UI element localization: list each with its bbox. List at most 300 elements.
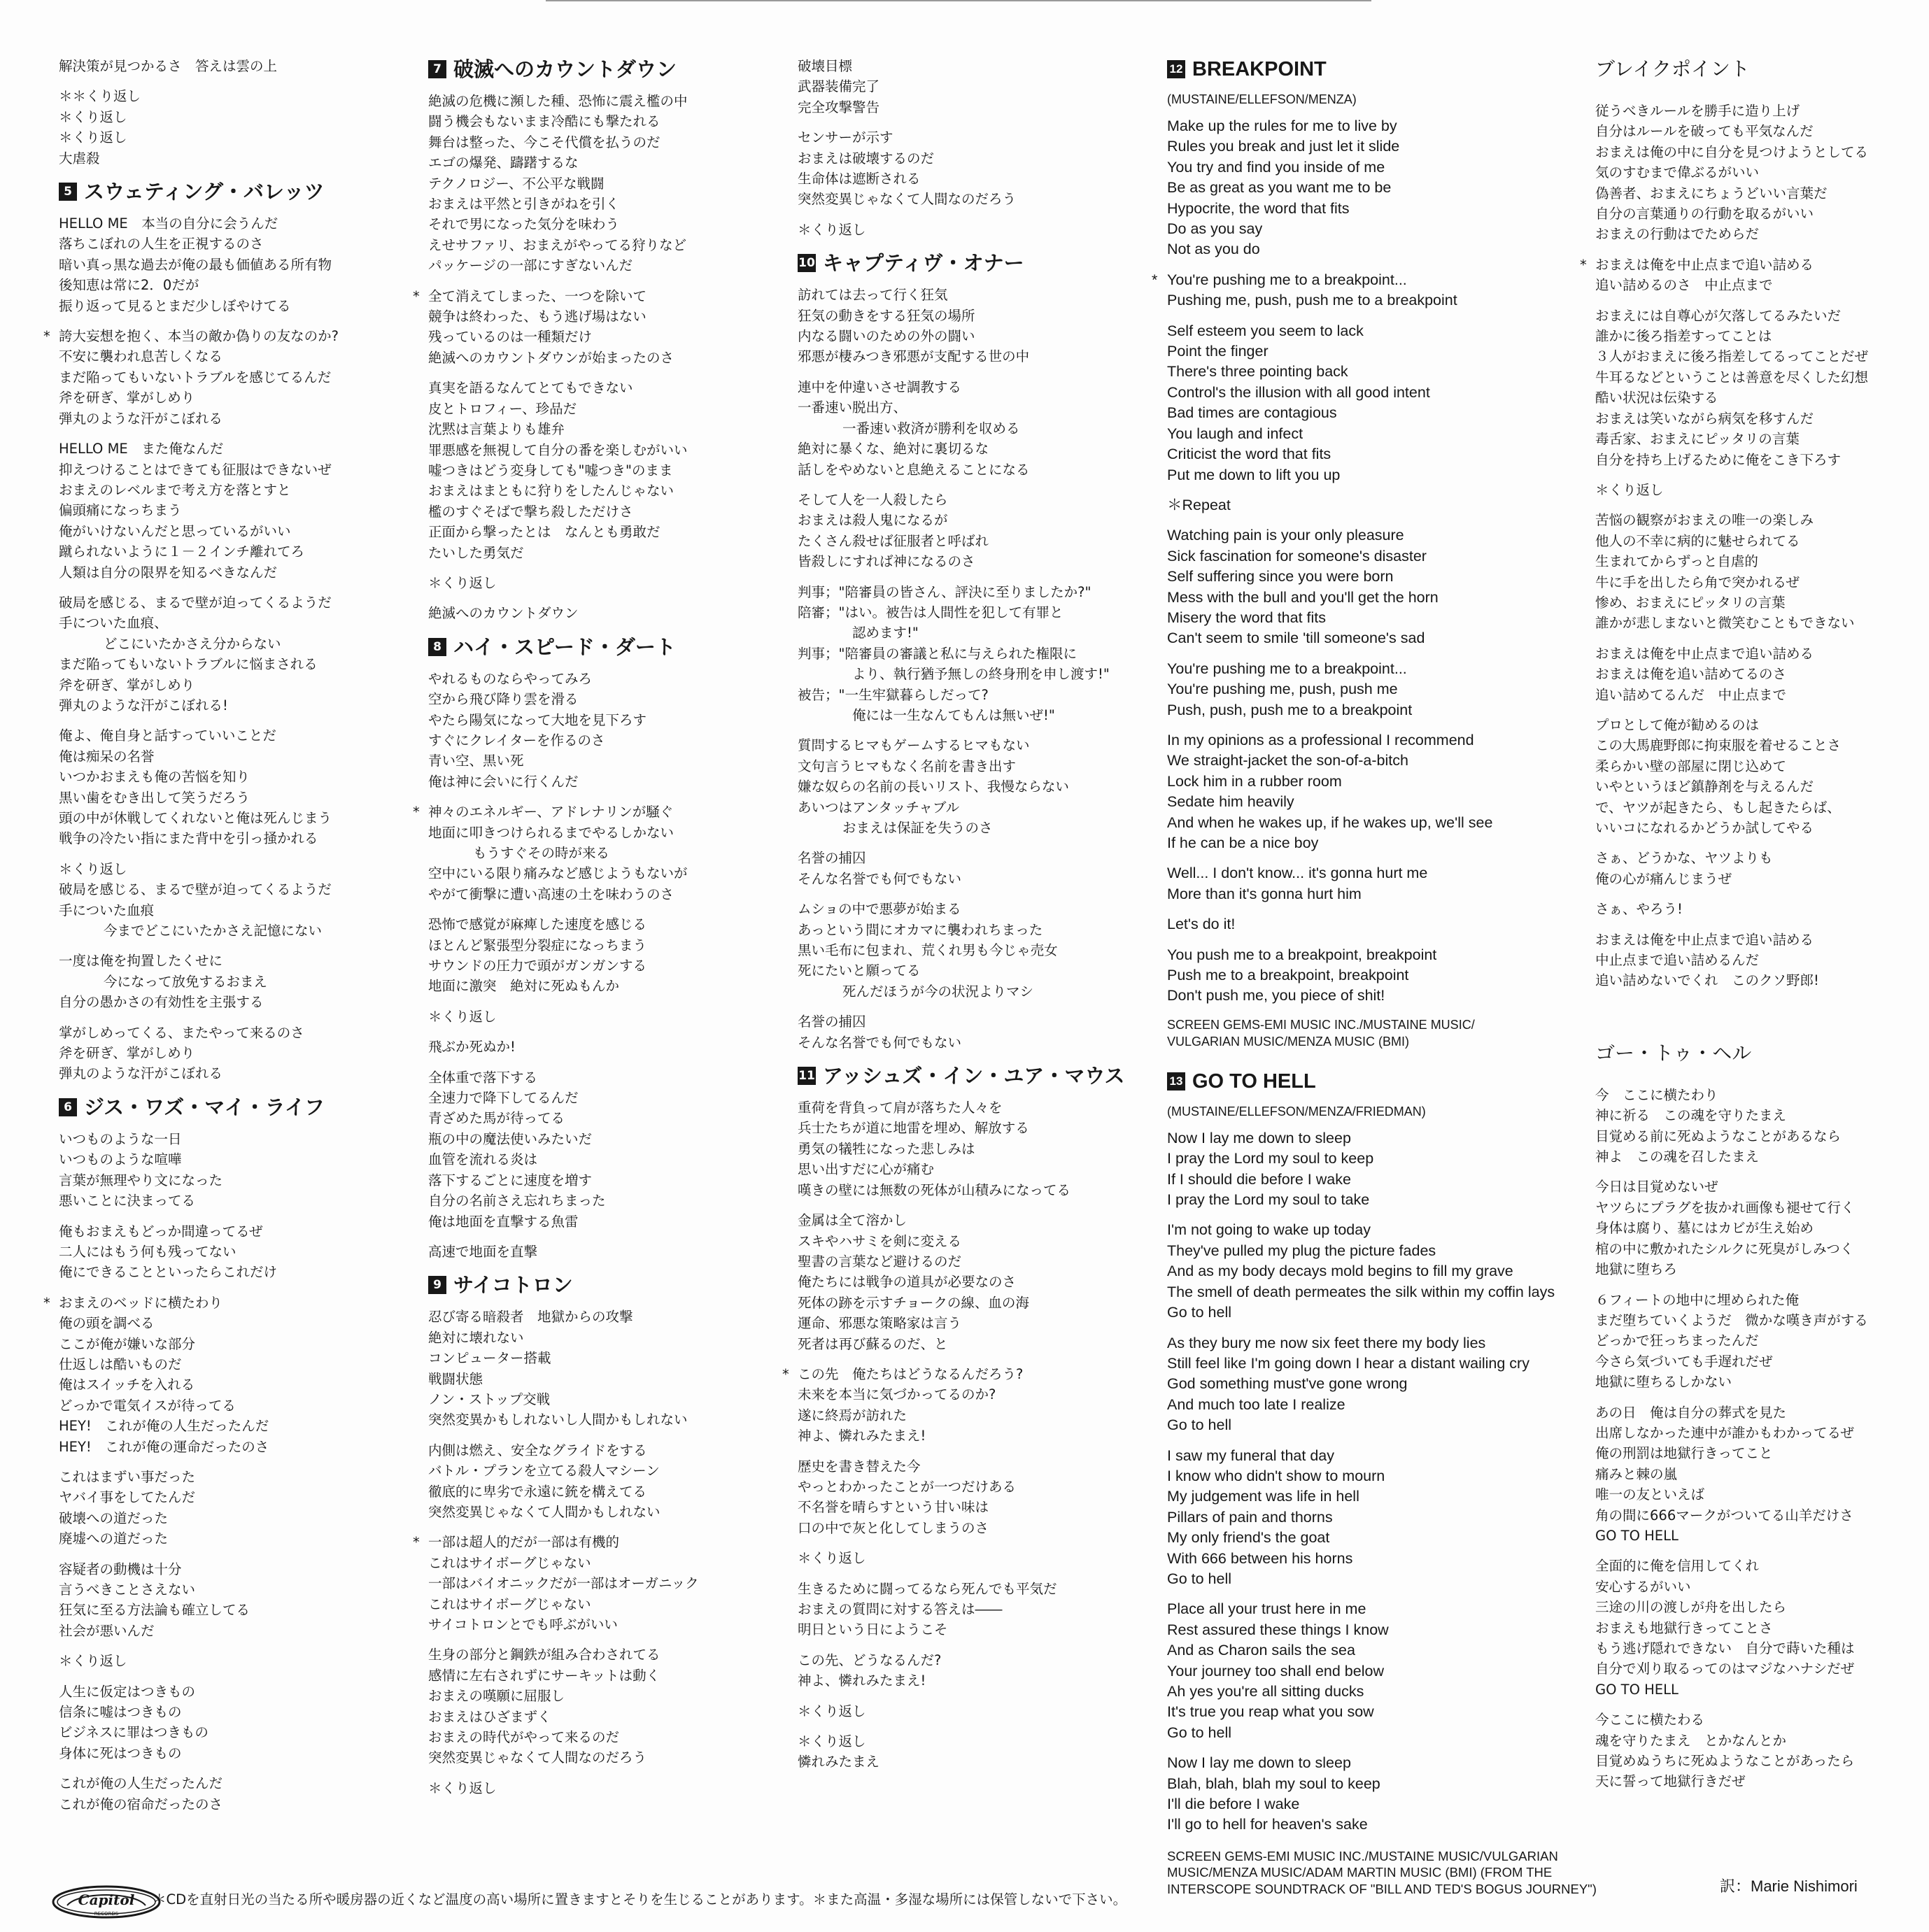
lyric-line: In my opinions as a professional I recommend — [1167, 731, 1474, 748]
lyric-line: 手についた血痕、 — [59, 615, 168, 632]
track-number: 8 — [428, 638, 446, 656]
lyric-line: 恐怖で感覚が麻痺した速度を感じる — [428, 916, 647, 933]
lyric-line: Push, push, push me to a breakpoint — [1167, 701, 1413, 718]
lyric-line: おまえは俺を中止点まで追い詰める — [1595, 931, 1814, 948]
lyric-line: 毒舌家、おまえにピッタリの言葉 — [1595, 431, 1800, 448]
lyric-line: 今までどこにいたかさえ記憶にない — [104, 923, 323, 939]
lyric-line: いつかおまえも俺の苦悩を知り — [59, 769, 250, 786]
lyric-line: 勇気の犠牲になった悲しみは — [798, 1140, 975, 1157]
lyric-line: Pillars of pain and thorns — [1167, 1508, 1333, 1526]
lyric-line: Pushing me, push, push me to a breakpoint — [1167, 292, 1457, 309]
stanza-gap — [59, 1084, 409, 1094]
stanza-gap — [428, 1768, 778, 1778]
lyric-line: * 一部は超人的だが一部は有機的 — [428, 1532, 778, 1552]
lyric-line: Go to hell — [1167, 1724, 1232, 1741]
lyric-line: 不安に襲われ息苦しくなる — [59, 348, 223, 365]
lyric-line: いやというほど鎮静剤を与えるんだ — [1595, 779, 1814, 795]
lyric-line: 真実を語るなんてとてもできない — [428, 380, 633, 397]
lyric-line: Control's the illusion with all good intent — [1167, 383, 1430, 401]
lyric-line: ＊Repeat — [1167, 496, 1231, 513]
song-title — [798, 1064, 1147, 1088]
lyric-line: やれるものならやってみろ — [428, 670, 593, 687]
lyric-line: Place all your trust here in me — [1167, 1600, 1366, 1618]
lyric-line: ＊くり返し — [59, 1653, 127, 1670]
lyric-line: 天に誓って地獄行きだぜ — [1595, 1773, 1746, 1790]
lyric-line: 破局を感じる、まるで壁が迫ってくるようだ — [59, 594, 332, 611]
lyric-line: 話しをやめないと息絶えることになる — [798, 461, 1030, 478]
lyric-line: 沈黙は言葉よりも雄弁 — [428, 421, 565, 438]
lyric-line: いつものような一日 — [59, 1130, 182, 1147]
lyric-line: Make up the rules for me to live by — [1167, 118, 1397, 134]
lyric-line: * おまえのベッドに横たわり — [59, 1293, 409, 1313]
lyric-line: 運命、邪悪な策略家は言う — [798, 1315, 962, 1332]
lyric-line: ムショの中で悪夢が始まる — [798, 901, 961, 918]
lyric-line: 人類は自分の限界を知るべきなんだ — [59, 564, 278, 581]
lyric-line: おまえの嘆願に屈服し — [428, 1688, 565, 1705]
lyric-line: ほとんど緊張型分裂症になっちまう — [428, 937, 647, 953]
lyric-line: この先、どうなるんだ? — [798, 1652, 942, 1668]
lyric-line: HELLO ME 本当の自分に会うんだ — [59, 215, 278, 232]
lyric-line: 柔らかい壁の部屋に閉じ込めて — [1595, 758, 1787, 774]
lyric-line: 今 ここに横たわり — [1595, 1086, 1718, 1103]
column-1 — [43, 56, 409, 1814]
lyric-line: 自分の名前さえ忘れちまった — [428, 1193, 606, 1209]
lyric-line: 斧を研ぎ、掌がしめり — [59, 390, 195, 406]
lyric-line: ＊くり返し — [1595, 481, 1664, 498]
stanza-gap — [798, 118, 1147, 127]
lyric-line: You're pushing me to a breakpoint... — [1167, 660, 1407, 677]
lyric-line: 安心するがいい — [1595, 1578, 1691, 1595]
lyric-line: ＊くり返し — [59, 860, 127, 877]
stanza-gap — [428, 792, 778, 802]
lyric-line: おまえは俺の中に自分を見つけようとしてる — [1595, 143, 1869, 160]
stanza-gap — [59, 583, 409, 592]
lyric-line: ＊＊くり返し — [59, 88, 141, 105]
lyric-line: 自分はルールを破っても平気なんだ — [1595, 123, 1814, 140]
song-title — [1167, 57, 1559, 81]
lyric-line: 戦闘状態 — [428, 1370, 483, 1387]
stanza-gap — [798, 1640, 1147, 1650]
stanza-gap — [1595, 1393, 1917, 1402]
lyric-line: God something must've gone wrong — [1167, 1375, 1408, 1393]
lyric-line: あの日 俺は自分の葬式を見た — [1595, 1404, 1787, 1421]
lyric-line: Still feel like I'm going down I hear a distant wailing cry — [1167, 1354, 1529, 1372]
lyric-line: 黒い毛布に包まれ、荒くれ男も今じゃ売女 — [798, 942, 1058, 959]
lyric-line: 抑えつけることはできても征服はできないぜ — [59, 461, 332, 478]
stanza-gap — [1595, 1011, 1917, 1021]
stanza-gap — [1595, 500, 1917, 510]
lyric-line: As they bury me now six feet there my body lies — [1167, 1334, 1486, 1351]
lyric-line: Lock him in a rubber room — [1167, 772, 1342, 790]
lyric-line: やたら陽気になって大地を見下ろす — [428, 711, 647, 728]
stanza-gap — [428, 997, 778, 1007]
lyric-line: 目覚める前に死ぬようなことがあるなら — [1595, 1128, 1842, 1144]
lyric-line: Go to hell — [1167, 1570, 1232, 1587]
stanza-gap — [59, 1457, 409, 1467]
capitol-logo-subtext: RECORDS — [94, 1911, 119, 1917]
lyric-line: 名誉の捕囚 — [798, 850, 866, 867]
lyric-line: バトル・プランを立てる殺人マシーン — [428, 1463, 660, 1479]
stanza-gap — [59, 1013, 409, 1023]
lyric-line: 後知恵は常に2．0だが — [59, 277, 199, 294]
stanza-gap — [1167, 649, 1559, 659]
lyric-line: えせサファリ、おまえがやってる狩りなど — [428, 236, 687, 253]
stanza-gap — [1595, 838, 1917, 848]
lyric-line: 嫌な奴らの名前の長いリスト、我慢ならない — [798, 779, 1069, 795]
lyric-line: 口の中で灰と化してしまうのさ — [798, 1519, 989, 1536]
chorus-marker: * — [413, 1534, 420, 1551]
stanza-gap — [428, 624, 778, 634]
lyric-line: 絶滅へのカウントダウンが始まったのさ — [428, 349, 674, 366]
chorus-marker: * — [43, 1294, 50, 1311]
lyric-line: さぁ、やろう! — [1595, 901, 1683, 918]
lyric-line: 俺には一生なんてもんは無いぜ!" — [798, 706, 1055, 723]
lyric-line: いつものような喧嘩 — [59, 1151, 182, 1168]
lyric-line: おまえの行動はでためらだ — [1595, 226, 1760, 243]
lyric-line: 血管を流れる炎は — [428, 1151, 538, 1168]
lyric-line: 中止点まで追い詰めるんだ — [1595, 952, 1760, 969]
stanza-gap — [1595, 91, 1917, 101]
stanza-gap — [59, 1283, 409, 1293]
stanza-gap — [59, 169, 409, 178]
lyric-line: 落ちこぼれの人生を正視するのさ — [59, 236, 264, 253]
lyric-line: Rules you break and just let it slide — [1167, 138, 1400, 155]
chorus-marker: * — [1152, 271, 1158, 288]
lyric-line: コンピューター搭載 — [428, 1350, 551, 1367]
translator-credit: 訳：Marie Nishimori — [1720, 1877, 1858, 1895]
stanza-gap — [1595, 1280, 1917, 1290]
lyric-line: 生身の部分と鋼鉄が組み合わされてる — [428, 1647, 660, 1663]
lyric-line: 憐れみたまえ — [798, 1754, 880, 1770]
lyric-line: 身体に死はつきもの — [59, 1745, 182, 1761]
lyric-line: 痛みと棘の嵐 — [1595, 1465, 1678, 1482]
stanza-gap — [1595, 245, 1917, 255]
column-3 — [782, 56, 1147, 1773]
lyric-line: 今になって放免するおまえ — [104, 973, 268, 990]
lyric-line: 全体重で落下する — [428, 1069, 538, 1086]
stanza-gap — [428, 593, 778, 603]
publisher-credit: SCREEN GEMS-EMI MUSIC INC./MUSTAINE MUSIC/VULGARIAN MUSIC/MENZA MUSIC/ADAM MARTIN MUSIC (BMI) (FROM THE INTERSCOPE SOUNDTRACK OF "BILL AND TED'S BOGUS JOURNEY") — [1167, 1848, 1597, 1896]
track-number: 13 — [1167, 1072, 1185, 1091]
stanza-gap — [428, 1262, 778, 1272]
stanza-gap — [1595, 1075, 1917, 1085]
lyric-line: まだ陥ってもいないトラブルに悩まされる — [59, 656, 318, 673]
lyric-line: 斧を研ぎ、掌がしめり — [59, 1045, 195, 1062]
lyric-line: You push me to a breakpoint, breakpoint — [1167, 946, 1437, 963]
lyric-line: たいした勇気だ — [428, 544, 524, 561]
lyric-line: 被告；"一生牢獄暮らしだって? — [798, 686, 989, 703]
lyric-line: スキやハサミを剣に変える — [798, 1233, 962, 1249]
lyric-line: 誰かが悲しまないと微笑むこともできない — [1595, 615, 1855, 632]
lyric-line: より、執行猶予無しの終身刑を申し渡す!" — [798, 666, 1110, 683]
stanza-gap — [798, 1053, 1147, 1063]
lyric-line: 俺の頭を調べる — [59, 1315, 155, 1332]
lyric-line: 暗い真っ黒な過去が俺の最も価値ある所有物 — [59, 256, 332, 273]
track-number: 11 — [798, 1067, 816, 1085]
songwriter-credit: (MUSTAINE/ELLEFSON/MENZA) — [1167, 92, 1357, 106]
stanza-gap — [59, 1672, 409, 1682]
lyric-line: これが俺の宿命だったのさ — [59, 1796, 223, 1812]
lyric-line: もうすぐその時が来る — [473, 845, 610, 861]
lyric-line: ＊くり返し — [428, 1780, 497, 1796]
song-title-text: アッシュズ・イン・ユア・マウス — [823, 1064, 1125, 1088]
lyric-line: 今さら気づいても手遅れだぜ — [1595, 1353, 1773, 1370]
stanza-gap — [798, 1691, 1147, 1701]
lyric-line: おまえは俺を追い詰めてるのさ — [1595, 666, 1787, 683]
lyric-line: If he can be a nice boy — [1167, 834, 1319, 851]
lyric-line: 遂に終焉が訪れた — [798, 1407, 907, 1423]
lyric-line: まだ陥ってもいないトラブルを感じてるんだ — [59, 369, 332, 385]
lyric-line: 青ざめた馬が待ってる — [428, 1110, 565, 1127]
lyric-line: I know who didn't show to mourn — [1167, 1467, 1385, 1484]
lyric-line: Ah yes you're all sitting ducks — [1167, 1683, 1364, 1700]
lyric-line: 皮とトロフィー、珍品だ — [428, 400, 577, 417]
stanza-gap — [798, 1354, 1147, 1364]
stanza-gap — [1167, 1058, 1559, 1068]
lyric-line: 兵士たちが道に地雷を埋め、解放する — [798, 1120, 1029, 1137]
lyric-line: 連中を仲違いさせ調教する — [798, 378, 962, 395]
lyric-line: Hypocrite, the word that fits — [1167, 199, 1350, 217]
lyric-line: 一部はバイオニックだが一部はオーガニック — [428, 1575, 699, 1592]
chorus-marker: * — [782, 1365, 789, 1382]
stanza-gap — [428, 1058, 778, 1067]
song-title — [59, 180, 409, 204]
stanza-gap — [1167, 1210, 1559, 1220]
lyric-line: It's true you reap what you sow — [1167, 1703, 1374, 1721]
lyric-line: 破壊目標 — [798, 58, 853, 74]
stanza-gap — [428, 368, 778, 378]
song-title — [59, 1095, 409, 1119]
lyric-line: ビジネスに罪はつきもの — [59, 1724, 209, 1741]
stanza-gap — [1167, 516, 1559, 525]
lyric-line: I'll go to hell for heaven's sake — [1167, 1816, 1368, 1833]
lyric-line: 突然変異じゃなくて人間なのだろう — [428, 1749, 647, 1766]
lyric-line: 破壊への道だった — [59, 1510, 169, 1526]
lyric-line: Be as great as you want me to be — [1167, 179, 1392, 197]
lyric-line: 俺がいけないんだと思っているがいい — [59, 523, 291, 539]
lyric-line: ノン・ストップ交戦 — [428, 1391, 551, 1407]
lyric-line: 他人の不幸に病的に魅せられてる — [1595, 532, 1800, 549]
lyric-line: 邪悪が棲みつき邪悪が支配する世の中 — [798, 348, 1030, 365]
lyric-line: With 666 between his horns — [1167, 1549, 1353, 1567]
lyric-line: おまえは笑いながら病気を移すんだ — [1595, 410, 1814, 427]
lyric-line: 質問するヒマもゲームするヒマもない — [798, 737, 1030, 754]
song-title-text: ジス・ワズ・マイ・ライフ — [84, 1095, 325, 1119]
lyric-line: Self esteem you seem to lack — [1167, 322, 1364, 339]
lyric-line: 狂気に至る方法論も確立してる — [59, 1602, 250, 1619]
lyric-line: 俺はスイッチを入れる — [59, 1377, 195, 1393]
lyric-line: 悪いことに決まってる — [59, 1193, 196, 1209]
stanza-gap — [798, 1200, 1147, 1210]
lyric-line: 突然変異かもしれないし人間かもしれない — [428, 1412, 688, 1428]
lyric-line: And as my body decays mold begins to fill my grave — [1167, 1263, 1513, 1280]
lyric-line: 黒い歯をむき出して笑うだろう — [59, 789, 250, 806]
lyric-line: Can't seem to smile 'till someone's sad — [1167, 630, 1425, 647]
stanza-gap — [798, 1538, 1147, 1548]
lyric-line: おまえはひざまずく — [428, 1708, 551, 1725]
lyric-line: HEY! これが俺の人生だったんだ — [59, 1418, 269, 1435]
lyric-line: 重荷を背負って肩が落ちた人々を — [798, 1100, 1003, 1116]
lyric-line: 狂気の動きをする狂気の場所 — [798, 307, 975, 324]
lyric-line: これはサイボーグじゃない — [428, 1596, 591, 1612]
lyric-line: 一番速い脱出方、 — [798, 399, 907, 416]
song-title-text: スウェティング・バレッツ — [84, 180, 325, 204]
stanza-gap — [798, 240, 1147, 250]
lyric-line: おまえには自尊心が欠落してるみたいだ — [1595, 307, 1842, 324]
lyric-line: 大虐殺 — [59, 150, 100, 166]
stanza-gap — [59, 1763, 409, 1773]
lyric-line: 信条に嘘はつきもの — [59, 1704, 182, 1721]
song-title — [1167, 1070, 1559, 1093]
lyric-line: I'll die before I wake — [1167, 1796, 1300, 1813]
lyric-line: 地面に激突 絶対に死ぬもんか — [428, 978, 620, 995]
lyric-line: 嘘つきはどう変身しても"嘘つき"のまま — [428, 462, 673, 478]
stanza-gap — [1167, 720, 1559, 730]
track-number: 9 — [428, 1276, 446, 1294]
lyric-line: 牛耳るなどということは善意を尽くした幻想 — [1595, 369, 1869, 385]
lyric-line: 戦争の冷たい指にまた背中を引っ掻かれる — [59, 830, 318, 847]
lyric-line: I saw my funeral that day — [1167, 1447, 1334, 1464]
lyric-line: I pray the Lord my soul to keep — [1167, 1150, 1374, 1167]
stanza-gap — [1595, 1030, 1917, 1040]
lyric-line: 手についた血痕 — [59, 902, 155, 918]
lyric-line: おまえも地獄行きってことさ — [1595, 1619, 1773, 1636]
lyric-line: 俺たちには戦争の道具が必要なのさ — [798, 1274, 1017, 1291]
songwriter-credit: (MUSTAINE/ELLEFSON/MENZA/FRIEDMAN) — [1167, 1104, 1426, 1118]
stanza-gap — [428, 563, 778, 573]
song-title: ゴー・トゥ・ヘル — [1595, 1041, 1752, 1065]
stanza-gap — [1167, 485, 1559, 495]
lyric-line: 神よ この魂を召したまえ — [1595, 1149, 1760, 1165]
lyric-line: 嘆きの壁には無数の死体が山積みになってる — [798, 1181, 1071, 1198]
lyric-line: それで男になった気分を味わう — [428, 216, 620, 233]
stanza-gap — [798, 210, 1147, 220]
lyric-line: どっかで狂っちまったんだ — [1595, 1333, 1759, 1349]
lyric-line: Well... I don't know... it's gonna hurt me — [1167, 865, 1428, 882]
lyric-line: 魂を守りたまえ とかなんとか — [1595, 1732, 1787, 1749]
capitol-logo — [50, 1884, 162, 1919]
lyric-line: Go to hell — [1167, 1416, 1232, 1434]
track-number: 7 — [428, 60, 446, 78]
lyric-line: ＊くり返し — [798, 1550, 866, 1567]
lyric-line: Now I lay me down to sleep — [1167, 1754, 1351, 1772]
lyric-line: すぐにクレイターを作るのさ — [428, 732, 605, 748]
lyric-line: 弾丸のような汗がこぼれる! — [59, 697, 228, 713]
stanza-gap — [59, 316, 409, 326]
stanza-gap — [1167, 260, 1559, 270]
stanza-gap — [798, 1721, 1147, 1731]
lyric-line: * 神々のエネルギー、アドレナリンが騒ぐ — [428, 802, 778, 822]
stanza-gap — [1167, 1436, 1559, 1446]
lyric-line: And as Charon sails the sea — [1167, 1642, 1355, 1659]
song-title — [428, 1273, 778, 1297]
lyric-line: 檻のすぐそばで撃ち殺しただけさ — [428, 503, 633, 520]
stanza-gap — [59, 1212, 409, 1221]
stanza-gap — [798, 1002, 1147, 1011]
lyric-line: Push me to a breakpoint, breakpoint — [1167, 967, 1409, 984]
lyric-line: 角の間に666マークがついてる山羊だけさ — [1595, 1507, 1853, 1523]
lyric-line: テクノロジー、不公平な戦闘 — [428, 175, 605, 192]
stanza-gap — [798, 480, 1147, 490]
lyric-line: Go to hell — [1167, 1304, 1232, 1321]
lyric-line: 俺は痴呆の名誉 — [59, 748, 155, 765]
lyric-line: 出席しなかった連中が誰かもわかってるぜ — [1595, 1424, 1854, 1441]
stanza-gap — [59, 429, 409, 439]
lyric-line: 弾丸のような汗がこぼれる — [59, 1065, 223, 1082]
stanza-gap — [1595, 705, 1917, 715]
song-title-text: ハイ・スピード・ダート — [453, 634, 676, 659]
lyric-line: 明日という日にようこそ — [798, 1621, 948, 1638]
lyric-line: The smell of death permeates the silk within my coffin lays — [1167, 1283, 1555, 1300]
lyric-line: 皆殺しにすれば神になるのさ — [798, 553, 975, 570]
lyric-line: 苦悩の観察がおまえの唯一の楽しみ — [1595, 512, 1814, 529]
lyric-line: 完全攻撃警告 — [798, 99, 880, 115]
stanza-gap — [1595, 1167, 1917, 1177]
lyric-line: おまえは俺を中止点まで追い詰める — [1595, 645, 1814, 662]
lyric-line: Blah, blah, blah my soul to keep — [1167, 1775, 1380, 1792]
lyric-line: やっとわかったことが一つだけある — [798, 1478, 1017, 1495]
lyric-line: 訪れては去って行く狂気 — [798, 287, 948, 304]
lyric-line: Bad times are contagious — [1167, 404, 1337, 422]
lyric-line: Your journey too shall end below — [1167, 1662, 1384, 1679]
lyric-line: 偏頭痛になっちまう — [59, 502, 182, 519]
chorus-marker: * — [1580, 256, 1587, 273]
lyric-line: 今日は目覚めないぜ — [1595, 1179, 1718, 1195]
lyric-line: ６フィートの地中に埋められた俺 — [1595, 1291, 1799, 1308]
lyric-line: Mess with the bull and you'll get the horn — [1167, 588, 1439, 606]
lyric-line: ３人がおまえに後ろ指差してるってことだぜ — [1595, 348, 1869, 365]
stanza-gap — [798, 1447, 1147, 1456]
lyric-line: 感情に左右されずにサーキットは動く — [428, 1667, 660, 1684]
lyric-line: They've pulled my plug the picture fades — [1167, 1242, 1436, 1259]
capitol-logo-text: Capitol — [78, 1891, 135, 1908]
lyric-line: If I should die before I wake — [1167, 1170, 1351, 1188]
lyric-line: 追い詰めるのさ 中止点まで — [1595, 277, 1773, 294]
lyric-line: Do as you say — [1167, 220, 1263, 238]
song-title — [428, 57, 778, 81]
lyric-line: 一番速い救済が勝利を収める — [842, 420, 1020, 436]
lyric-line: 生きるために闘ってるなら死んでも平気だ — [798, 1580, 1057, 1597]
lyric-line: 全面的に俺を信用してくれ — [1595, 1558, 1760, 1575]
lyric-line: Put me down to lift you up — [1167, 466, 1341, 483]
lyric-line: 破局を感じる、まるで壁が迫ってくるようだ — [59, 881, 332, 898]
lyric-line: パッケージの一部にすぎないんだ — [428, 257, 633, 274]
lyric-line: 罪悪感を無視して自分の番を楽しむがいい — [428, 441, 688, 458]
lyric-line: 容疑者の動機は十分 — [59, 1561, 182, 1577]
lyric-line: 死者は再び蘇るのだ、と — [798, 1335, 948, 1352]
lyric-line: 名誉の捕囚 — [798, 1014, 866, 1030]
lyric-line: * 誇大妄想を抱く、本当の敵か偽りの友なのか? — [59, 326, 409, 346]
stanza-gap — [59, 1641, 409, 1651]
track-number: 5 — [59, 183, 77, 201]
chorus-marker: * — [413, 287, 420, 304]
lyric-line: サイコトロンとでも呼ぶがいい — [428, 1617, 618, 1633]
lyric-line: My judgement was life in hell — [1167, 1488, 1359, 1505]
lyric-line: 地面に叩きつけられるまでやるしかない — [428, 824, 674, 841]
lyric-line: どっかで電気イスが待ってる — [59, 1397, 236, 1414]
column-5 — [1580, 56, 1917, 1792]
lyric-line: 追い詰めないでくれ このクソ野郎! — [1595, 972, 1819, 989]
lyric-line: 絶対に暴くな、絶対に裏切るな — [798, 441, 989, 457]
lyric-line: エゴの爆発、躊躇するな — [428, 155, 579, 171]
lyric-line: 神よ、憐れみたまえ! — [798, 1672, 926, 1689]
lyric-line: 俺は神に会いに行くんだ — [428, 773, 579, 790]
lyric-line: 斧を研ぎ、掌がしめり — [59, 676, 195, 693]
lyric-line: And much too late I realize — [1167, 1395, 1345, 1413]
stanza-gap — [1167, 904, 1559, 914]
lyric-line: 社会が悪いんだ — [59, 1622, 155, 1639]
lyric-line: 惨め、おまえにピッタリの言葉 — [1595, 594, 1786, 611]
